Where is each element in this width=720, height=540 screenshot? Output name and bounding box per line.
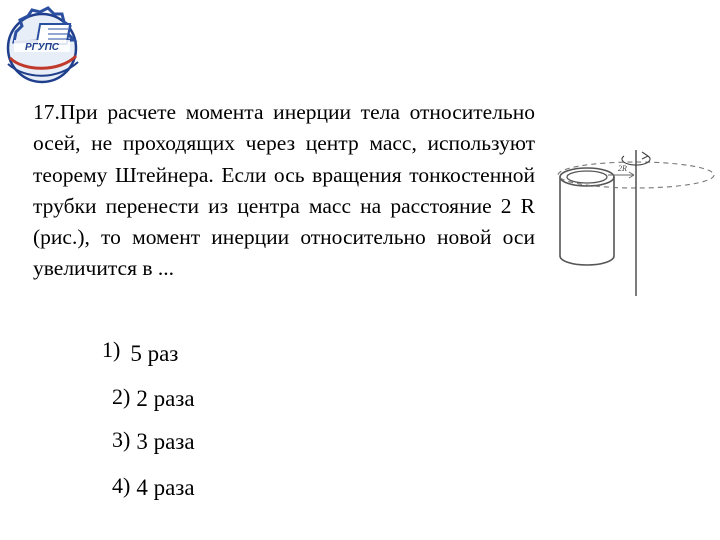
answer-text: 5 раз bbox=[130, 341, 179, 366]
answer-number: 2) bbox=[112, 384, 131, 409]
answer-number: 4) bbox=[112, 473, 131, 498]
logo-text: РГУПС bbox=[25, 42, 59, 53]
distance-label: 2R bbox=[618, 164, 627, 173]
answer-number: 3) bbox=[112, 427, 131, 452]
answer-number: 1) bbox=[102, 337, 121, 362]
tube-bottom bbox=[560, 256, 614, 265]
answer-text: 3 раза bbox=[136, 429, 195, 454]
answer-option-2[interactable] bbox=[112, 383, 195, 413]
tube-top-inner bbox=[567, 171, 607, 183]
question-text: 17.При расчете момента инерции тела относительно осей, не проходящих через центр масс, используют теорему Штейнера. Если ось вращения тонкостенной трубки перенести из центра масс на расстояние 2 R (рис.), то момент инерции относительно новой оси увеличится в ... bbox=[33, 100, 535, 281]
answer-option-4[interactable] bbox=[112, 472, 195, 502]
tube-figure bbox=[548, 140, 718, 300]
university-logo bbox=[4, 2, 80, 86]
answer-option-1[interactable] bbox=[102, 336, 179, 368]
answer-text: 4 раза bbox=[136, 475, 195, 500]
answer-text: 2 раза bbox=[136, 386, 195, 411]
answer-option-3[interactable] bbox=[112, 426, 195, 456]
